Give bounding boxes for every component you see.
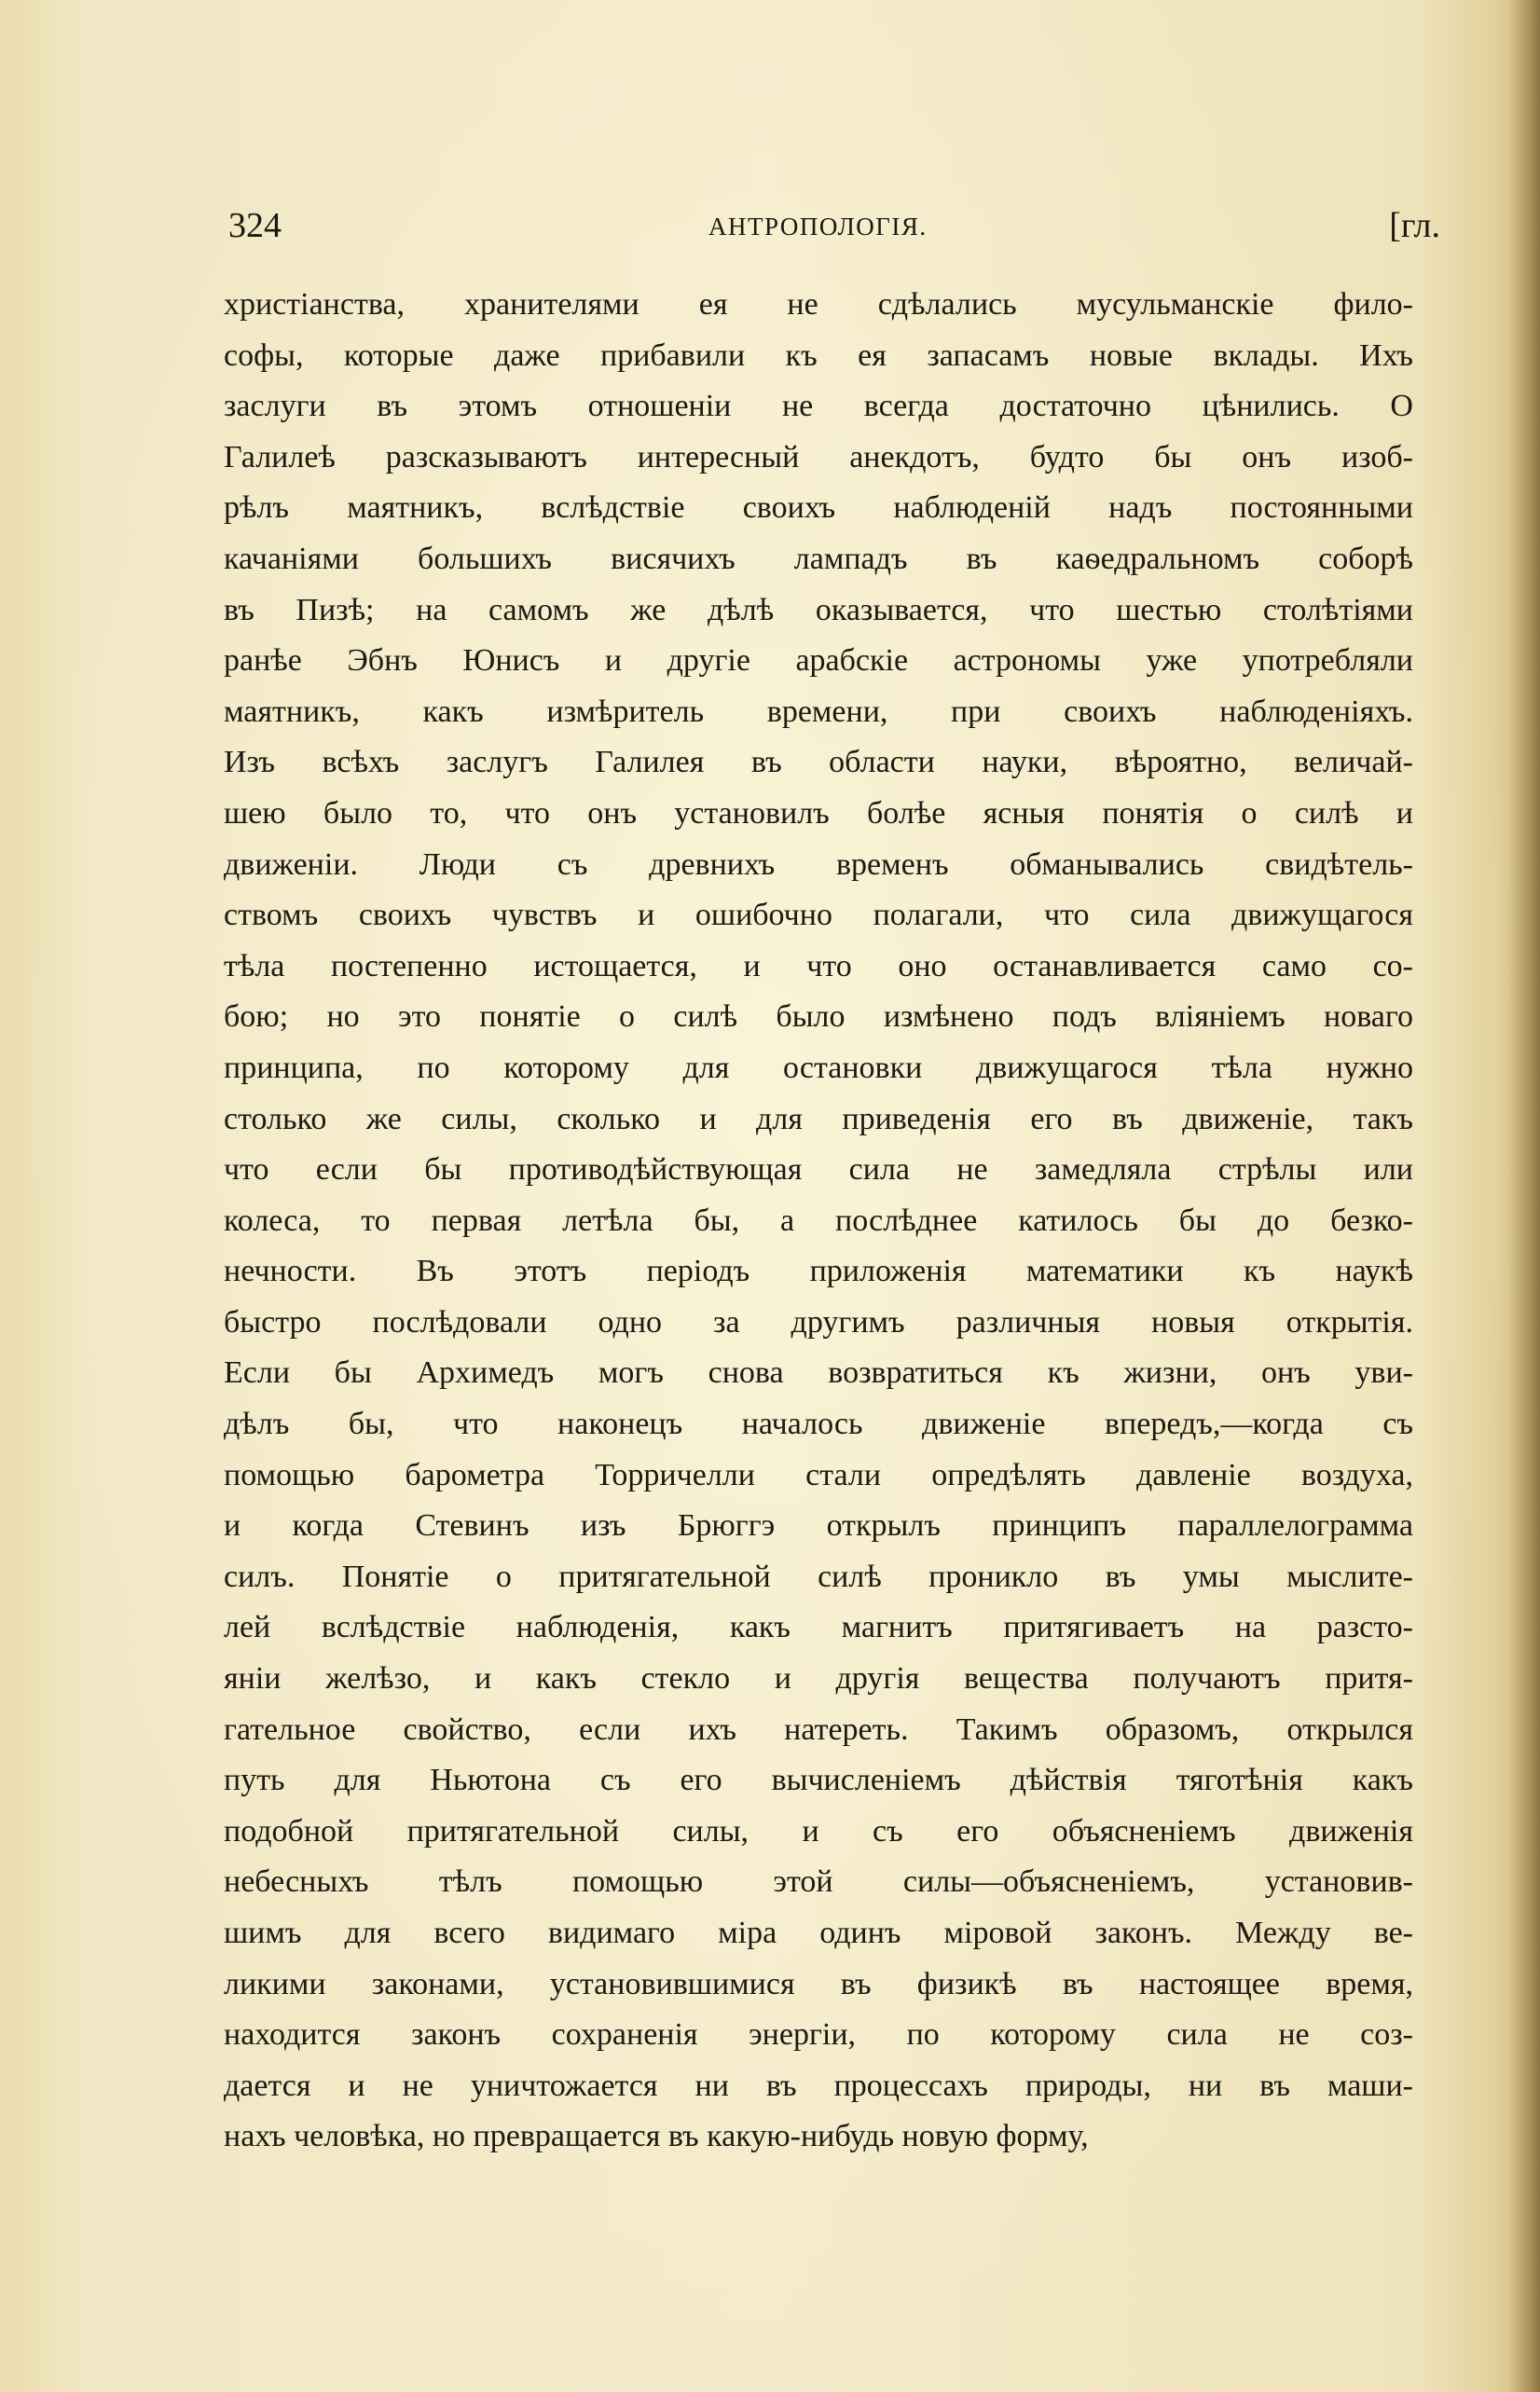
text-line: помощью барометра Торричелли стали опредѣлять давленіе воздуха,	[224, 1457, 1413, 1492]
text-line: дѣлъ бы, что наконецъ началось движеніе впередъ,—когда съ	[224, 1407, 1413, 1442]
text-line: колеса, то первая летѣла бы, а послѣднее катилось бы до безко-	[224, 1203, 1413, 1238]
text-line: яніи желѣзо, и какъ стекло и другія вещества получаютъ притя-	[224, 1661, 1413, 1697]
text-line: принципа, по которому для остановки движущагося тѣла нужно	[224, 1050, 1413, 1085]
text-line: что если бы противодѣйствующая сила не замедляла стрѣлы или	[224, 1152, 1413, 1188]
text-line: Галилеѣ разсказываютъ интересный анекдотъ, будто бы онъ изоб-	[224, 439, 1413, 474]
text-line: тѣла постепенно истощается, и что оно останавливается само со-	[224, 948, 1413, 983]
text-line: Если бы Архимедъ могъ снова возвратиться къ жизни, онъ уви-	[224, 1355, 1413, 1391]
text-line: движеніи. Люди съ древнихъ временъ обманывались свидѣтель-	[224, 846, 1413, 882]
text-line: нахъ человѣка, но превращается въ какую-нибудь новую форму,	[224, 2119, 1089, 2154]
body-text	[224, 280, 1413, 2163]
text-line: подобной притягательной силы, и съ его объясненіемъ движенія	[224, 1813, 1413, 1849]
text-line: и когда Стевинъ изъ Брюггэ открылъ принципъ параллелограмма	[224, 1508, 1413, 1544]
text-line: ранѣе Эбнъ Юнисъ и другіе арабскіе астрономы уже употребляли	[224, 643, 1413, 679]
text-line: рѣлъ маятникъ, вслѣдствіе своихъ наблюденій надъ постоянными	[224, 490, 1413, 526]
text-line: качаніями большихъ висячихъ лампадъ въ каѳедральномъ соборѣ	[224, 541, 1413, 576]
text-line: находится законъ сохраненія энергіи, по которому сила не соз-	[224, 2017, 1413, 2053]
page-edge-shadow	[1508, 0, 1540, 2392]
text-line: нечности. Въ этотъ періодъ приложенія математики къ наукѣ	[224, 1254, 1413, 1289]
text-line: путь для Ньютона съ его вычисленіемъ дѣйствія тяготѣнія какъ	[224, 1763, 1413, 1798]
text-line: бою; но это понятіе о силѣ было измѣнено подъ вліяніемъ новаго	[224, 999, 1413, 1035]
text-line: ствомъ своихъ чувствъ и ошибочно полагали, что сила движущагося	[224, 898, 1413, 933]
text-line: софы, которые даже прибавили къ ея запасамъ новые вклады. Ихъ	[224, 337, 1413, 373]
chapter-reference: [гл.	[1389, 206, 1440, 245]
page-header	[228, 205, 1440, 252]
running-title: АНТРОПОЛОГІЯ.	[708, 213, 928, 241]
text-line: въ Пизѣ; на самомъ же дѣлѣ оказывается, что шестью столѣтіями	[224, 592, 1413, 627]
text-line: заслуги въ этомъ отношеніи не всегда достаточно цѣнились. О	[224, 389, 1413, 424]
text-line: шею было то, что онъ установилъ болѣе ясныя понятія о силѣ и	[224, 795, 1413, 831]
text-line: ликими законами, установившимися въ физикѣ въ настоящее время,	[224, 1966, 1413, 2001]
text-line: шимъ для всего видимаго міра одинъ міровой законъ. Между ве-	[224, 1916, 1413, 1950]
text-line: лей вслѣдствіе наблюденія, какъ магнитъ притягиваетъ на разсто-	[224, 1610, 1413, 1645]
text-line: небесныхъ тѣлъ помощью этой силы—объясненіемъ, установив-	[224, 1864, 1413, 1900]
text-line: гательное свойство, если ихъ натереть. Такимъ образомъ, открылся	[224, 1712, 1413, 1747]
text-line: дается и не уничтожается ни въ процессахъ природы, ни въ маши-	[224, 2068, 1413, 2103]
text-line: христіанства, хранителями ея не сдѣлались мусульманскіе фило-	[224, 287, 1413, 322]
page-number: 324	[228, 206, 282, 245]
text-line: быстро послѣдовали одно за другимъ различныя новыя открытія.	[224, 1304, 1413, 1340]
text-line: силъ. Понятіе о притягательной силѣ проникло въ умы мыслите-	[224, 1559, 1413, 1594]
text-line: маятникъ, какъ измѣритель времени, при своихъ наблюденіяхъ.	[224, 694, 1413, 729]
text-line: столько же силы, сколько и для приведенія его въ движеніе, такъ	[224, 1101, 1413, 1136]
text-line: Изъ всѣхъ заслугъ Галилея въ области науки, вѣроятно, величай-	[224, 745, 1413, 780]
